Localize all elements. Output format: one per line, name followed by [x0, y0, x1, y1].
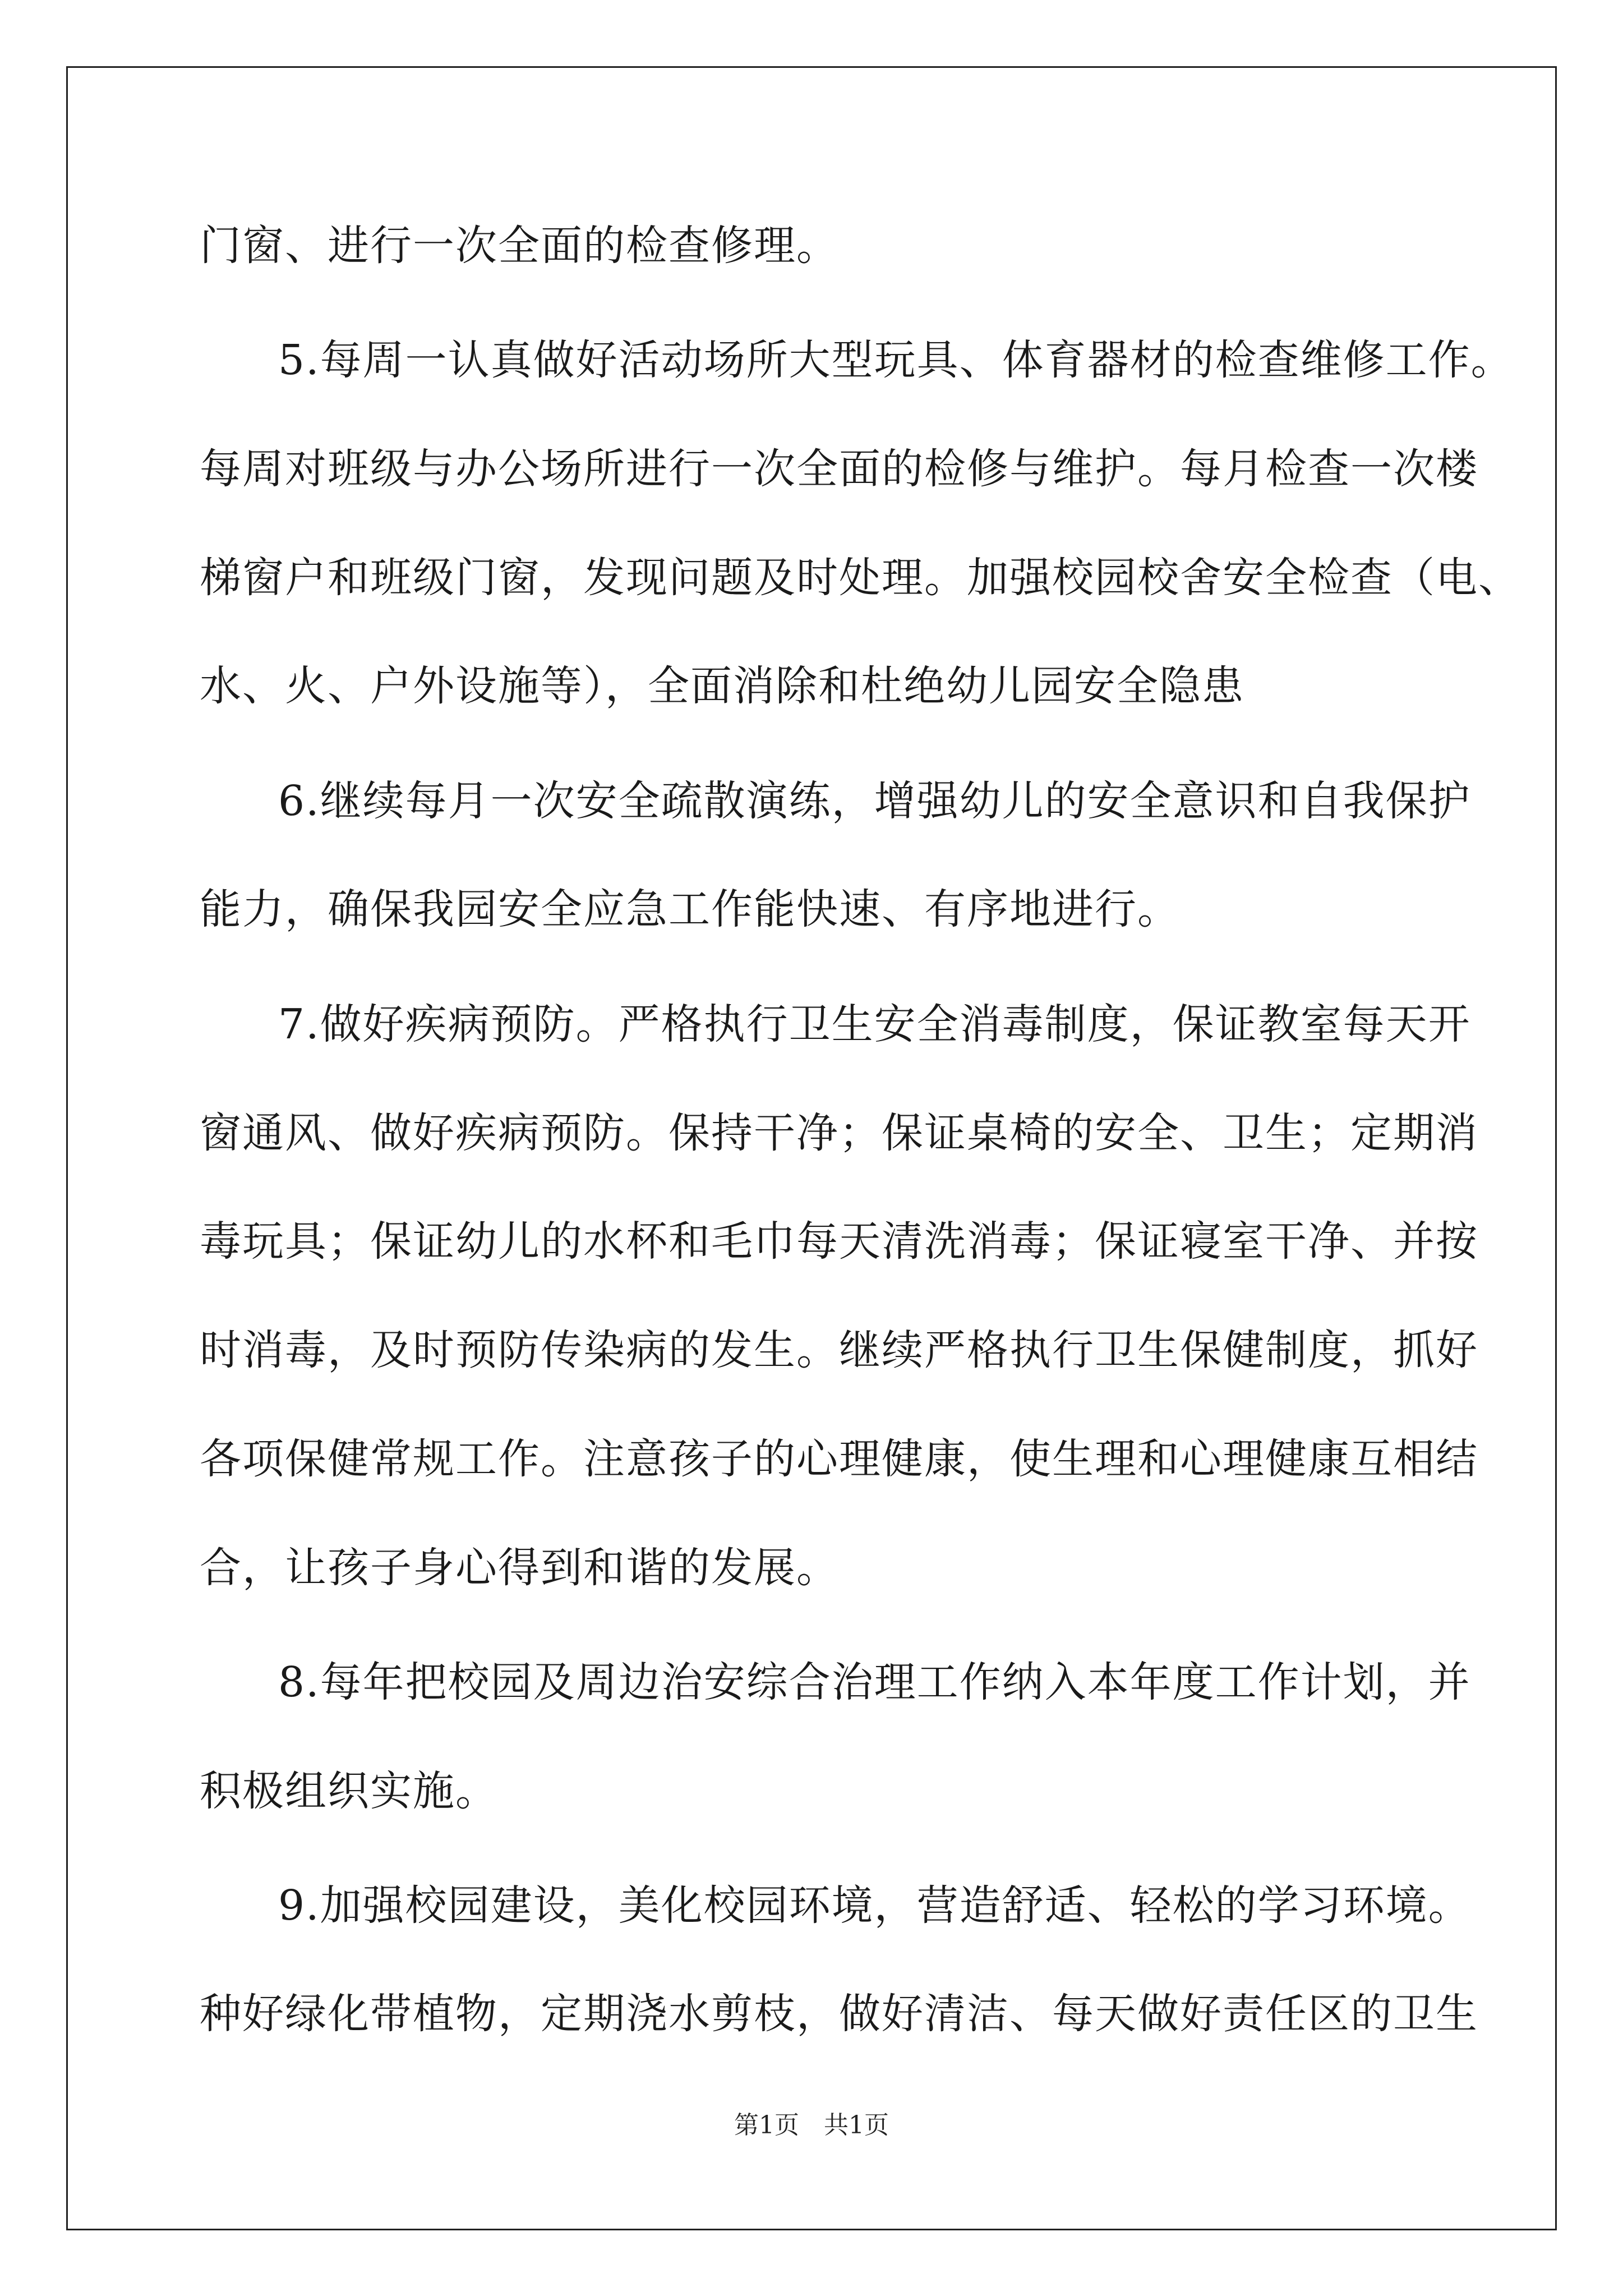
- text-line: 门窗、进行一次全面的检查修理。: [200, 222, 839, 270]
- text-line: 水、火、户外设施等），全面消除和杜绝幼儿园安全隐患: [200, 662, 1244, 710]
- text-line: 窗通风、做好疾病预防。保持干净；保证桌椅的安全、卫生；定期消: [200, 1109, 1478, 1157]
- text-line: 时消毒，及时预防传染病的发生。继续严格执行卫生保健制度，抓好: [200, 1326, 1478, 1374]
- text-line: 5.每周一认真做好活动场所大型玩具、体育器材的检查维修工作。: [278, 336, 1514, 384]
- text-line: 积极组织实施。: [200, 1767, 498, 1815]
- text-line: 9.加强校园建设，美化校园环境，营造舒适、轻松的学习环境。: [278, 1881, 1471, 1930]
- text-line: 合，让孩子身心得到和谐的发展。: [200, 1544, 839, 1592]
- text-line: 梯窗户和班级门窗，发现问题及时处理。加强校园校舍安全检查（电、: [200, 554, 1521, 602]
- text-line: 8.每年把校园及周边治安综合治理工作纳入本年度工作计划，并: [278, 1658, 1471, 1706]
- text-line: 6.继续每月一次安全疏散演练，增强幼儿的安全意识和自我保护: [278, 777, 1471, 825]
- text-line: 种好绿化带植物，定期浇水剪枝，做好清洁、每天做好责任区的卫生: [200, 1990, 1478, 2038]
- page-number: 第1页 共1页: [734, 2111, 889, 2139]
- text-line: 7.做好疾病预防。严格执行卫生安全消毒制度，保证教室每天开: [278, 1000, 1471, 1048]
- text-line: 各项保健常规工作。注意孩子的心理健康，使生理和心理健康互相结: [200, 1435, 1478, 1483]
- text-line: 能力，确保我园安全应急工作能快速、有序地进行。: [200, 885, 1180, 933]
- text-line: 每周对班级与办公场所进行一次全面的检修与维护。每月检查一次楼: [200, 445, 1478, 493]
- text-line: 毒玩具；保证幼儿的水杯和毛巾每天清洗消毒；保证寝室干净、并按: [200, 1217, 1478, 1266]
